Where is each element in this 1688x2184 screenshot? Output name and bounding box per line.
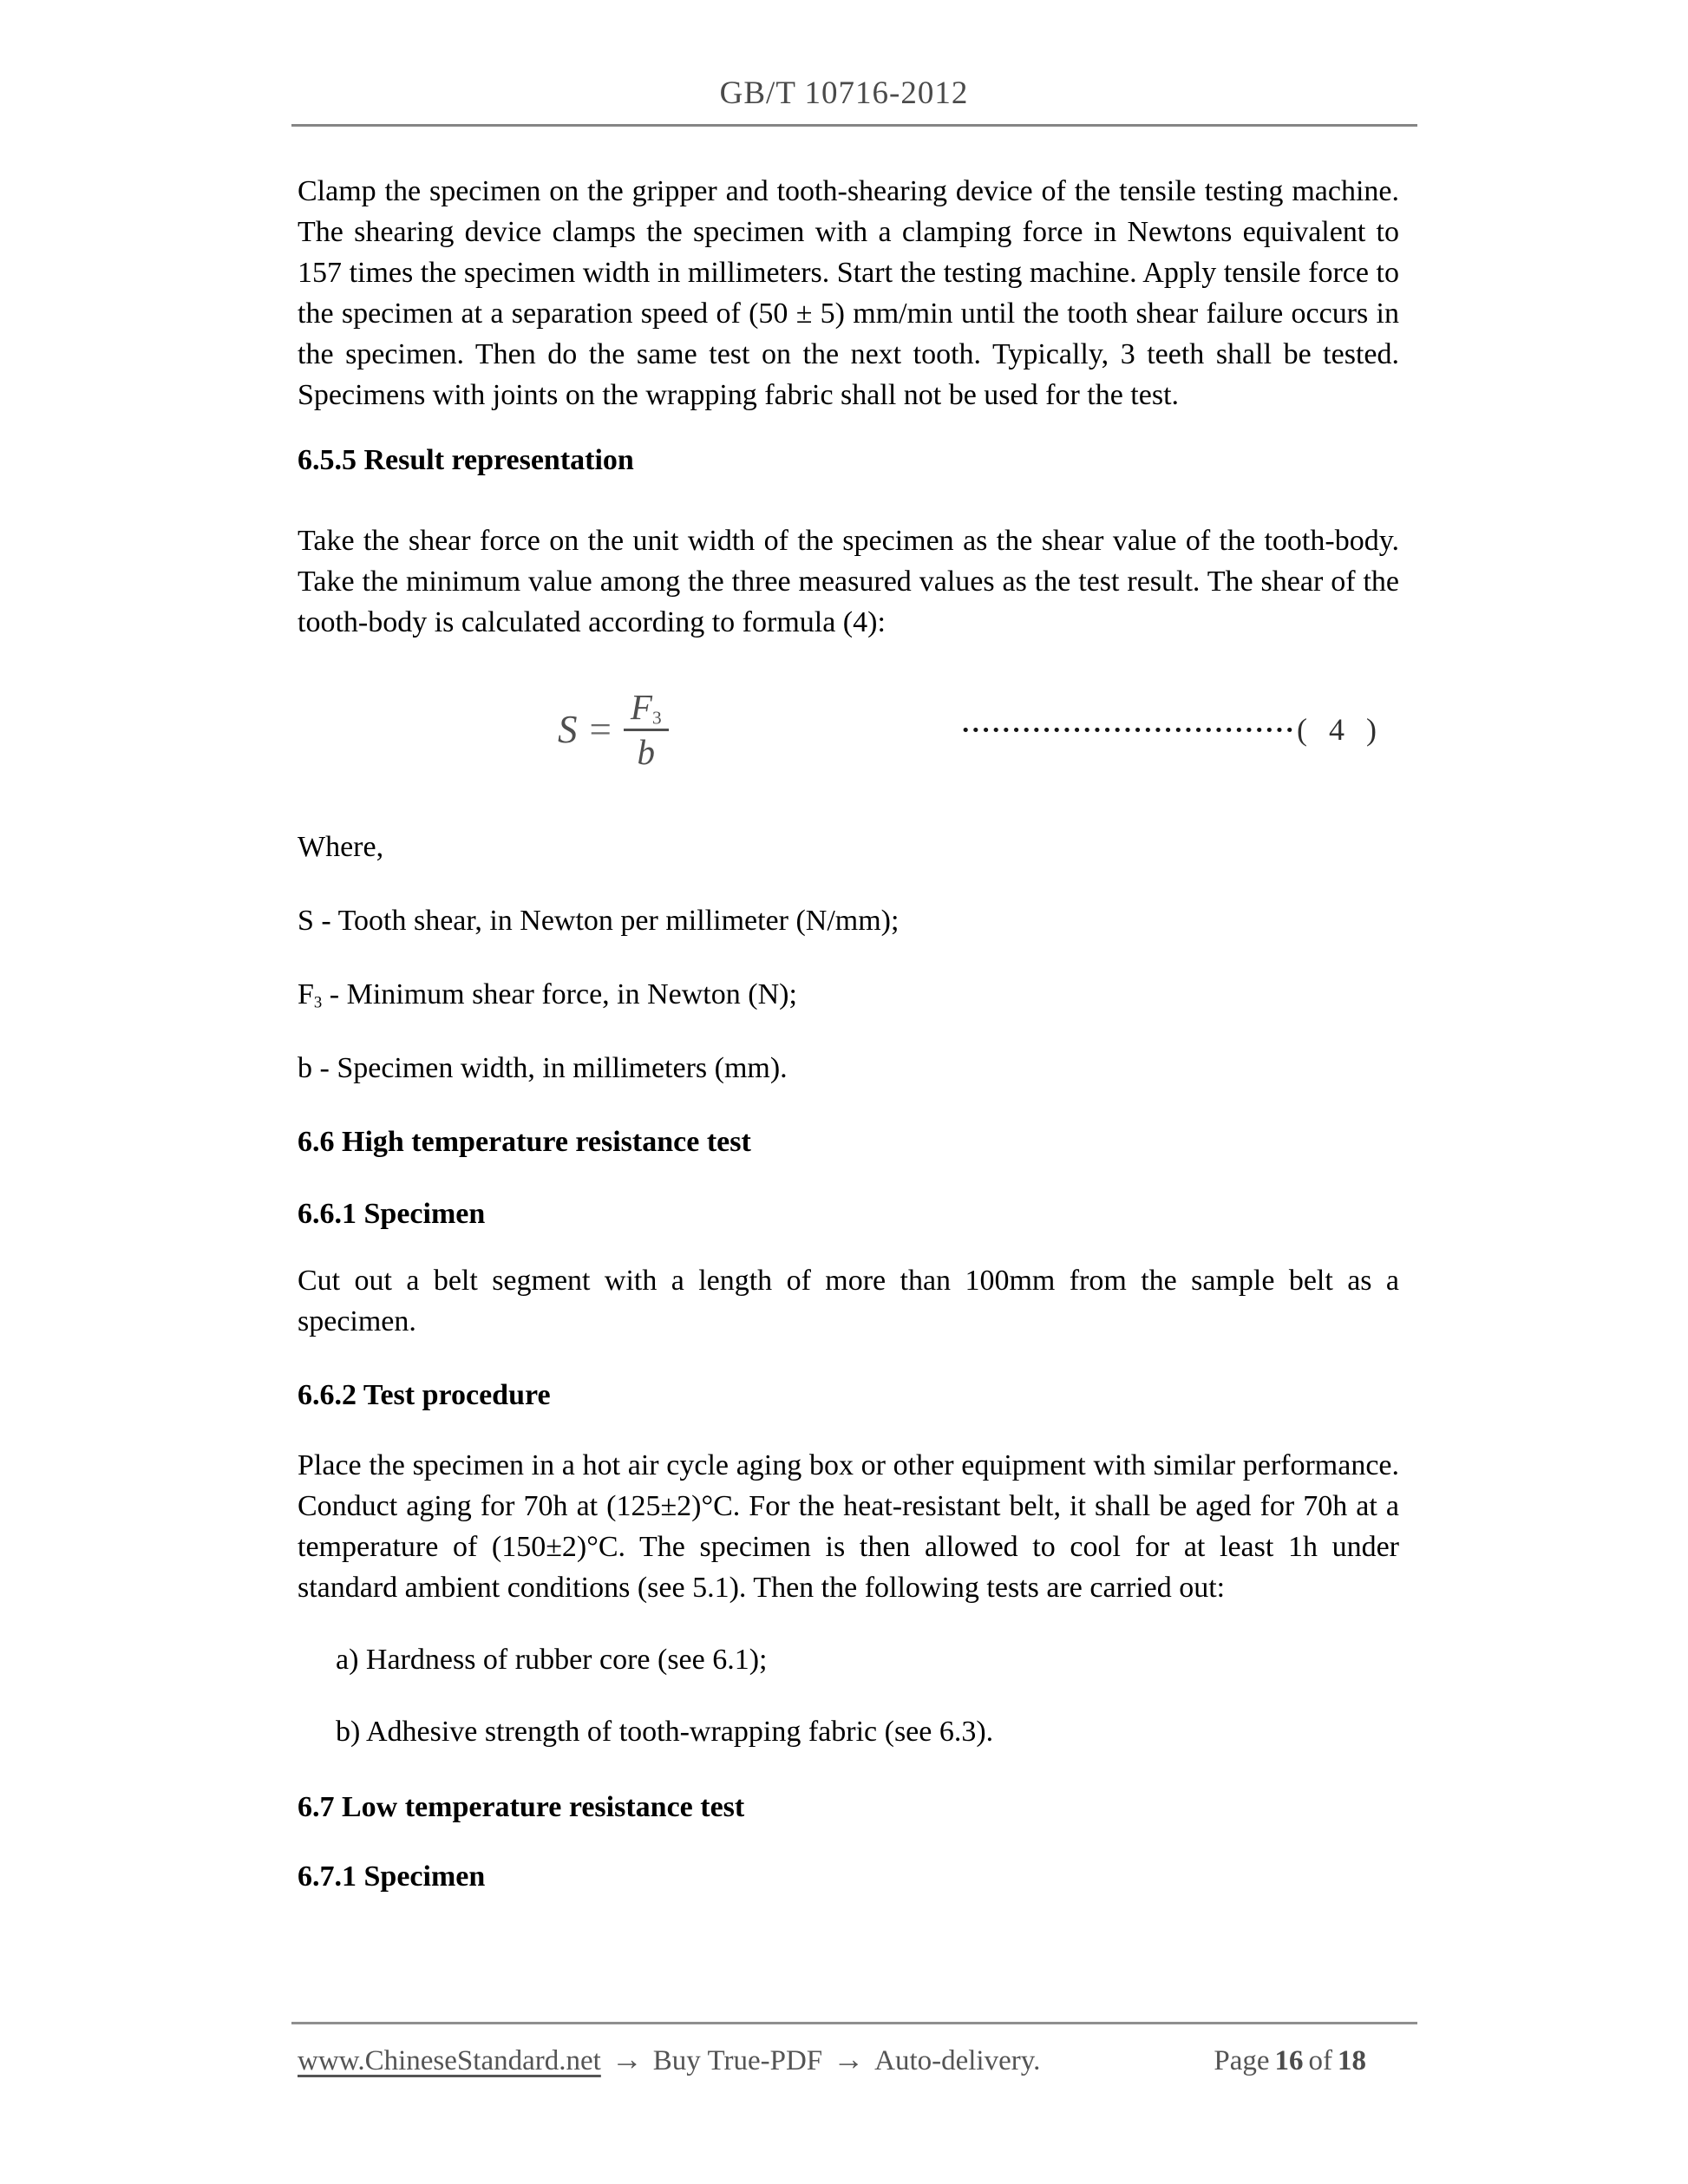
page-header-title: GB/T 10716-2012 bbox=[719, 75, 969, 111]
page-footer bbox=[298, 2041, 1399, 2077]
arrow-right-icon: → bbox=[611, 2042, 643, 2076]
chinesestandard-link[interactable]: www.ChineseStandard.net bbox=[298, 2045, 601, 2076]
auto-delivery-label: Auto-delivery. bbox=[874, 2045, 1041, 2076]
formula-4 bbox=[298, 681, 1399, 778]
page-indicator bbox=[1214, 2045, 1399, 2077]
formula-number: ( 4 ) bbox=[1297, 712, 1384, 747]
heading-6-6: 6.6 High temperature resistance test bbox=[298, 1126, 751, 1158]
heading-6-5-5: 6.5.5 Result representation bbox=[298, 444, 634, 476]
list-item-b: b) Adhesive strength of tooth-wrapping fabric (see 6.3). bbox=[336, 1716, 994, 1748]
formula-expression bbox=[558, 686, 669, 772]
paragraph-result-representation: Take the shear force on the unit width of the specimen as the shear value of the tooth-body. Take the minimum value among the three measured values as the test result. The shear of the tooth-body is calculated according to formula (4): bbox=[298, 525, 1399, 638]
document-content bbox=[298, 129, 1399, 1897]
list-item-a: a) Hardness of rubber core (see 6.1); bbox=[336, 1644, 768, 1676]
page-total: 18 bbox=[1338, 2045, 1366, 2076]
formula-equals: = bbox=[589, 708, 610, 751]
formula-dot-leader: ································· bbox=[960, 713, 1296, 745]
header-rule bbox=[291, 124, 1417, 127]
arrow-right-icon: → bbox=[833, 2042, 865, 2076]
page-current: 16 bbox=[1274, 2045, 1304, 2076]
footer-promo bbox=[298, 2041, 1040, 2077]
formula-numerator: $F_3$ bbox=[624, 690, 669, 731]
formula-lhs: S bbox=[558, 708, 578, 751]
of-word: of bbox=[1308, 2045, 1332, 2076]
heading-6-7-1: 6.7.1 Specimen bbox=[298, 1860, 486, 1893]
formula-fraction bbox=[624, 686, 669, 772]
paragraph-specimen-cut: Cut out a belt segment with a length of more than 100mm from the sample belt as a specimen. bbox=[298, 1265, 1399, 1337]
page-word: Page bbox=[1214, 2045, 1270, 2076]
heading-6-6-1: 6.6.1 Specimen bbox=[298, 1198, 486, 1230]
heading-6-6-2: 6.6.2 Test procedure bbox=[298, 1379, 551, 1411]
definition-s: S - Tooth shear, in Newton per millimeter (N/mm); bbox=[298, 905, 900, 937]
paragraph-shear-test-procedure: Clamp the specimen on the gripper and tooth-shearing device of the tensile testing machine. The shearing device clamps the specimen with a clamping force in Newtons equivalent to 157 times the specimen width in millimeters. Start the testing machine. Apply tensile force to the specimen at a separation speed of (50 ± 5) mm/min until the tooth shear failure occurs in the specimen. Then do the same test on the next tooth. Typically, 3 teeth shall be tested. Specimens with joints on the wrapping fabric shall not be used for the test. bbox=[298, 175, 1399, 411]
definition-b: b - Specimen width, in millimeters (mm). bbox=[298, 1052, 788, 1084]
heading-6-7: 6.7 Low temperature resistance test bbox=[298, 1791, 745, 1823]
formula-denominator: b bbox=[637, 731, 655, 772]
buy-true-pdf-label: Buy True-PDF bbox=[652, 2045, 823, 2076]
definition-f3: $F_3$ - Minimum shear force, in Newton (N); bbox=[298, 978, 797, 1012]
where-label: Where, bbox=[298, 831, 384, 863]
footer-rule bbox=[291, 2022, 1417, 2024]
paragraph-test-procedure: Place the specimen in a hot air cycle aging box or other equipment with similar performance. Conduct aging for 70h at (125±2)°C. For the heat-resistant belt, it shall be aged for 70h at a temperature of (150±2)°C. The specimen is then allowed to cool for at least 1h under standard ambient conditions (see 5.1). Then the following tests are carried out: bbox=[298, 1449, 1399, 1604]
